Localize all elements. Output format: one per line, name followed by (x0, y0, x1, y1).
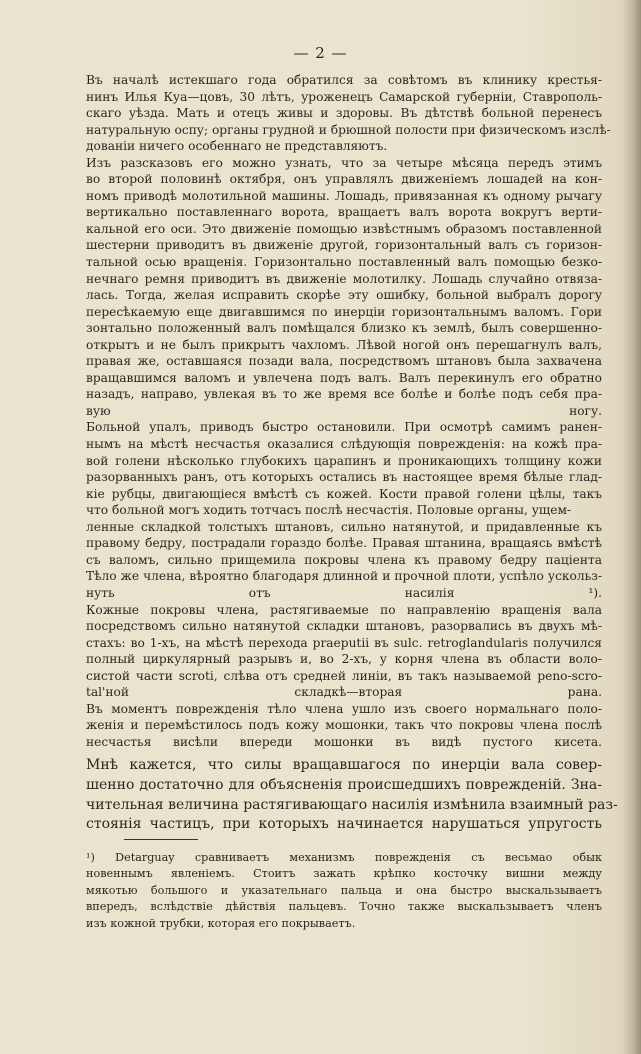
text-line: мякотью большого и указательнаго пальца и она быстро выскальзываетъ (86, 883, 602, 897)
text-line: чительная величина растягивающаго насилія измѣнила взаимный раз- (86, 796, 618, 813)
text-line: шестерни приводитъ въ движеніе другой, горизонтальный валъ съ горизон- (86, 238, 602, 253)
text-line: правая же, оставшаяся позади вала, посредствомъ штановъ была захвачена (86, 354, 602, 369)
text-line: систой части scroti, слѣва отъ средней линіи, въ такъ называемой peno-scro- (86, 668, 602, 683)
text-line: изъ кожной трубки, которая его покрываетъ. (86, 916, 356, 930)
text-line: стахъ: во 1-хъ, на мѣстѣ перехода praeputii въ sulc. retroglandularis получился (86, 635, 602, 650)
text-line: съ валомъ, сильно прищемила покровы члена къ правому бедру паціента (86, 552, 602, 567)
text-line: разорванныхъ ранъ, отъ которыхъ остались въ настоящее время бѣлые глад- (86, 470, 602, 485)
text-line: вертикально поставленнаго ворота, вращаетъ валъ ворота вокругъ верти- (86, 205, 602, 220)
paragraph-2 (86, 155, 602, 519)
text-line: вращавшимся валомъ и увлечена подъ валъ. Валъ перекинулъ его обратно (86, 370, 602, 385)
paragraph-4 (86, 701, 602, 751)
text-line: нымъ на мѣстѣ несчастья оказалися слѣдующія поврежденія: на кожѣ пра- (86, 437, 602, 452)
text-line: ¹) Detarguay сравниваетъ механизмъ поврежденія съ весьмао обык (86, 850, 602, 864)
text-line: новеннымъ явленіемъ. Стоитъ зажать крѣпко косточку вишни между (86, 867, 602, 881)
text-line: открытъ и не былъ прикрытъ чахломъ. Лѣвой ногой онъ перешагнулъ валъ, (86, 337, 602, 352)
text-line: натуральную оспу; органы грудной и брюшной полости при физическомъ изслѣ- (86, 122, 611, 137)
text-line: Кожные покровы члена, растягиваемые по направленію вращенія вала (86, 602, 602, 617)
text-line: Тѣло же члена, вѣроятно благодаря длинной и прочной плоти, успѣло ускольз- (86, 569, 602, 584)
paragraph-6 (86, 756, 618, 834)
text-line: зонтально положенный валъ помѣщался близко къ землѣ, былъ совершенно- (86, 321, 602, 336)
text-line: посредствомъ сильно натянутой складки штановъ, разорвались въ двухъ мѣ- (86, 619, 602, 634)
text-line: нуть отъ насилія ¹). (86, 585, 602, 600)
text-line: номъ приводѣ молотильной машины. Лошадь, привязанная къ одному рычагу (86, 188, 602, 203)
text-line: ленные складкой толстыхъ штановъ, сильно натянутой, и придавленные къ (86, 519, 602, 534)
page-edge-shadow (623, 0, 641, 1054)
text-line: скаго уѣзда. Мать и отецъ живы и здоровы. Въ дѣтствѣ больной перенесъ (86, 106, 602, 121)
text-line: во второй половинѣ октября, онъ управлялъ движеніемъ лошадей на кон- (86, 172, 602, 187)
paragraph-1 (86, 72, 611, 155)
text-line: пересѣкаемую еще двигавшимся по инерціи горизонтальнымъ валомъ. Гори (86, 304, 602, 319)
paragraph-3 (86, 519, 602, 701)
text-line: лась. Тогда, желая исправить скорѣе эту ошибку, больной выбралъ дорогу (86, 288, 602, 303)
text-line: tal'ной складкѣ—вторая рана. (86, 685, 602, 700)
text-line: кальной его оси. Это движеніе помощью извѣстнымъ образомъ поставленной (86, 221, 602, 236)
text-line: полный циркулярный разрывъ и, во 2-хъ, у корня члена въ области воло- (86, 652, 602, 667)
text-line: Въ моментъ поврежденія тѣло члена ушло изъ своего нормальнаго поло- (86, 701, 602, 716)
footnote-divider (124, 839, 198, 840)
text-line: вую ногу. (86, 403, 602, 418)
text-line: Изъ разсказовъ его можно узнать, что за четыре мѣсяца передъ этимъ (86, 155, 602, 170)
text-line: несчастья висѣли впереди мошонки въ видѣ пустого кисета. (86, 734, 602, 749)
text-line: Больной упалъ, приводъ быстро остановили. При осмотрѣ самимъ ранен- (86, 420, 602, 435)
body-text (86, 72, 618, 932)
text-line: кіе рубцы, двигающіеся вмѣстѣ съ кожей. Кости правой голени цѣлы, такъ (86, 486, 602, 501)
text-line: вой голени нѣсколько глубокихъ царапинъ и проникающихъ толщину кожи (86, 453, 602, 468)
footnote (86, 850, 602, 933)
text-line: нинъ Илья Куа—цовъ, 30 лѣтъ, уроженецъ Самарской губерніи, Ставрополь- (86, 89, 602, 104)
text-line: Въ началѣ истекшаго года обратился за совѣтомъ въ клинику крестья- (86, 73, 602, 87)
text-line: женія и перемѣстилось подъ кожу мошонки, такъ что покровы члена послѣ (86, 718, 602, 733)
text-line: тальной осью вращенія. Горизонтально поставленный валъ помощью безко- (86, 255, 602, 270)
text-line: Мнѣ кажется, что силы вращавшагося по инерціи вала совер- (86, 757, 602, 774)
text-line: дованіи ничего особеннаго не представляютъ. (86, 139, 388, 154)
text-line: назадъ, направо, увлекая въ то же время все болѣе и болѣе подъ себя пра- (86, 387, 602, 402)
text-line: впередъ, вслѣдствіе дѣйствія пальцевъ. Точно также выскальзываетъ членъ (86, 900, 602, 914)
text-line: правому бедру, пострадали гораздо болѣе. Правая штанина, вращаясь вмѣстѣ (86, 536, 602, 551)
text-line: шенно достаточно для объясненія происшедшихъ поврежденій. Зна- (86, 777, 602, 794)
text-line: нечнаго ремня приводитъ въ движеніе молотилку. Лошадь случайно отвяза- (86, 271, 602, 286)
text-line: что больной могъ ходить тотчасъ послѣ несчастія. Половые органы, ущем- (86, 503, 572, 518)
text-line: стоянія частицъ, при которыхъ начинается нарушаться упругость (86, 816, 602, 833)
page-number: — 2 — (293, 44, 348, 62)
